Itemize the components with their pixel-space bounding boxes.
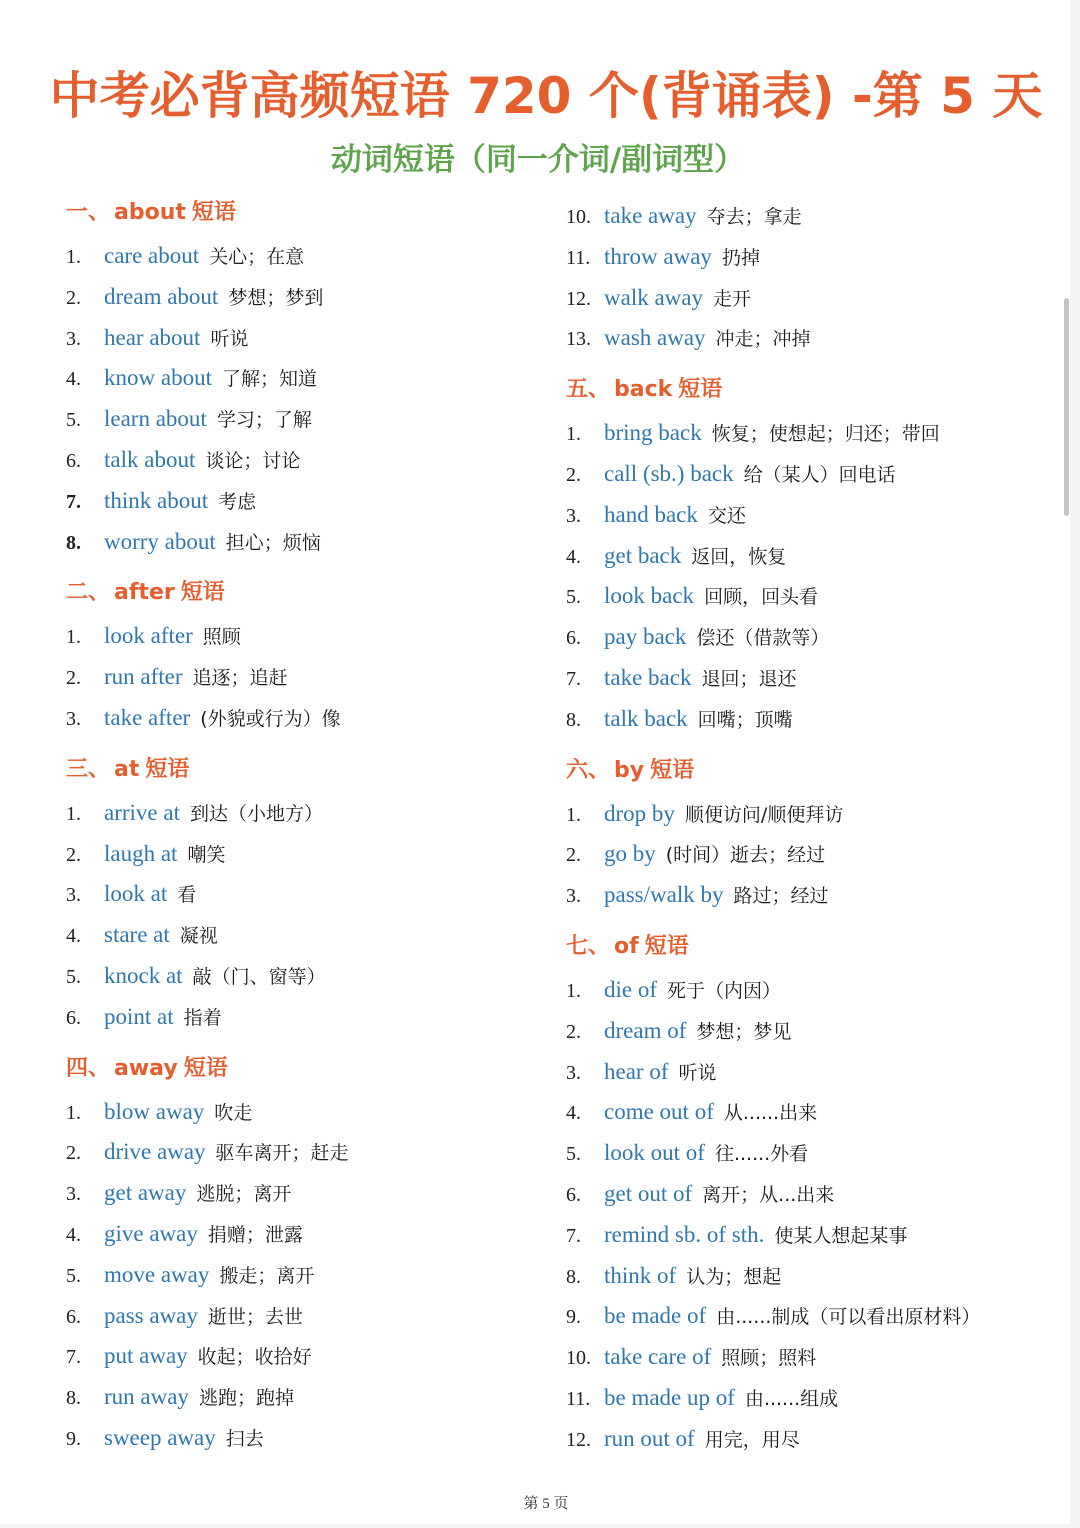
english-phrase: put away bbox=[104, 1343, 188, 1369]
chinese-meaning: 偿还（借款等） bbox=[696, 627, 830, 650]
phrase-item bbox=[566, 1133, 1036, 1174]
item-number: 13. bbox=[566, 328, 591, 351]
chinese-meaning: 往......外看 bbox=[714, 1143, 809, 1166]
chinese-meaning: 死于（内因） bbox=[667, 979, 782, 1002]
section-heading-prefix: 五、 bbox=[566, 377, 611, 403]
section-heading bbox=[566, 754, 1036, 788]
section-heading-keyword: at bbox=[114, 756, 140, 782]
page-number: 第 5 页 bbox=[523, 1496, 569, 1512]
phrase-item bbox=[566, 536, 1036, 577]
chinese-meaning: 认为；想起 bbox=[686, 1265, 782, 1288]
item-number: 1. bbox=[566, 803, 581, 826]
section-heading-suffix: 短语 bbox=[644, 933, 689, 959]
english-phrase: think about bbox=[104, 487, 209, 513]
phrase-item bbox=[66, 915, 536, 956]
item-number: 10. bbox=[566, 1347, 591, 1370]
english-phrase: run after bbox=[104, 664, 183, 690]
english-phrase: arrive at bbox=[104, 799, 180, 825]
item-number: 1. bbox=[566, 423, 581, 446]
phrase-item bbox=[566, 794, 1036, 835]
chinese-meaning: 逝世；去世 bbox=[207, 1305, 303, 1328]
item-number: 3. bbox=[66, 707, 81, 730]
item-number: 6. bbox=[66, 449, 81, 472]
chinese-meaning: 用完，用尽 bbox=[704, 1428, 800, 1451]
item-number: 2. bbox=[66, 1142, 81, 1165]
section-heading bbox=[66, 1052, 536, 1086]
english-phrase: bring back bbox=[604, 420, 702, 446]
item-number: 7. bbox=[66, 1346, 81, 1369]
chinese-meaning: 谈论；讨论 bbox=[205, 449, 301, 472]
section-heading-prefix: 六、 bbox=[566, 757, 611, 783]
phrase-item bbox=[566, 1296, 1036, 1337]
chinese-meaning: 逃脱；离开 bbox=[196, 1183, 292, 1206]
chinese-meaning: 驱车离开；赶走 bbox=[215, 1142, 349, 1165]
english-phrase: look after bbox=[104, 623, 193, 649]
english-phrase: blow away bbox=[104, 1098, 205, 1124]
chinese-meaning: 路过；经过 bbox=[733, 885, 829, 908]
english-phrase: take away bbox=[604, 203, 697, 228]
chinese-meaning: 凝视 bbox=[179, 925, 218, 948]
item-number: 8. bbox=[566, 708, 581, 731]
phrase-item bbox=[566, 237, 1036, 278]
english-phrase: remind sb. of sth. bbox=[604, 1221, 765, 1247]
item-number: 5. bbox=[66, 1264, 81, 1287]
item-number: 10. bbox=[566, 206, 591, 228]
phrase-item bbox=[66, 481, 536, 522]
item-number: 1. bbox=[566, 979, 581, 1002]
english-phrase: wash away bbox=[604, 325, 706, 351]
english-phrase: run out of bbox=[604, 1425, 695, 1451]
item-number: 4. bbox=[66, 368, 81, 391]
english-phrase: pass away bbox=[104, 1302, 198, 1328]
item-number: 5. bbox=[66, 965, 81, 988]
item-number: 9. bbox=[66, 1427, 81, 1450]
phrase-item bbox=[66, 956, 536, 997]
item-number: 2. bbox=[66, 843, 81, 866]
phrase-item bbox=[566, 196, 1036, 237]
english-phrase: take back bbox=[604, 664, 692, 690]
right-column bbox=[566, 196, 1036, 1460]
phrase-item bbox=[566, 1378, 1036, 1419]
phrase-item bbox=[566, 1256, 1036, 1297]
item-number: 6. bbox=[566, 627, 581, 650]
section-heading-keyword: back bbox=[614, 377, 673, 403]
section-heading bbox=[66, 196, 536, 230]
section-heading-prefix: 七、 bbox=[566, 933, 611, 959]
phrase-item bbox=[66, 440, 536, 481]
item-number: 1. bbox=[66, 802, 81, 825]
chinese-meaning: 回顾，回头看 bbox=[704, 586, 819, 609]
english-phrase: dream about bbox=[104, 283, 219, 309]
english-phrase: move away bbox=[104, 1261, 210, 1287]
english-phrase: sweep away bbox=[104, 1424, 216, 1450]
phrase-item bbox=[566, 875, 1036, 916]
phrase-item bbox=[566, 576, 1036, 617]
english-phrase: hear of bbox=[604, 1058, 669, 1084]
item-number: 3. bbox=[66, 327, 81, 350]
chinese-meaning: 走开 bbox=[713, 287, 752, 310]
chinese-meaning: 逃跑；跑掉 bbox=[198, 1387, 294, 1410]
section-heading-keyword: by bbox=[614, 757, 645, 783]
english-phrase: talk back bbox=[604, 705, 688, 731]
phrase-item bbox=[66, 277, 536, 318]
item-number: 5. bbox=[566, 1143, 581, 1166]
item-number: 6. bbox=[66, 1006, 81, 1029]
phrase-item bbox=[66, 793, 536, 834]
phrase-item bbox=[66, 1336, 536, 1377]
english-phrase: look back bbox=[604, 583, 695, 609]
english-phrase: get away bbox=[104, 1180, 187, 1206]
chinese-meaning: 返回，恢复 bbox=[691, 545, 787, 568]
phrase-item bbox=[66, 522, 536, 563]
phrase-item bbox=[566, 699, 1036, 740]
item-number: 3. bbox=[66, 884, 81, 907]
item-number: 1. bbox=[66, 246, 81, 268]
phrase-item bbox=[566, 970, 1036, 1011]
phrase-item bbox=[66, 1092, 536, 1133]
item-number: 9. bbox=[566, 1306, 581, 1329]
item-number: 7. bbox=[566, 1224, 581, 1247]
phrase-item bbox=[66, 874, 536, 915]
english-phrase: know about bbox=[104, 365, 212, 391]
phrase-item bbox=[566, 1419, 1036, 1460]
english-phrase: call (sb.) back bbox=[604, 460, 734, 486]
chinese-meaning: 从......出来 bbox=[723, 1102, 818, 1125]
chinese-meaning: 听说 bbox=[678, 1061, 717, 1084]
phrase-item bbox=[66, 1296, 536, 1337]
chinese-meaning: 由......组成 bbox=[744, 1387, 839, 1410]
english-phrase: drop by bbox=[604, 800, 675, 826]
chinese-meaning: 搬走；离开 bbox=[219, 1264, 315, 1287]
item-number: 4. bbox=[66, 925, 81, 948]
english-phrase: drive away bbox=[104, 1139, 206, 1165]
chinese-meaning: 使某人想起某事 bbox=[774, 1224, 908, 1247]
chinese-meaning: 吹走 bbox=[214, 1101, 253, 1124]
item-number: 1. bbox=[66, 626, 81, 649]
item-number: 6. bbox=[66, 1305, 81, 1328]
chinese-meaning: 扫去 bbox=[225, 1427, 264, 1450]
item-number: 7. bbox=[66, 490, 81, 513]
item-number: 5. bbox=[66, 409, 81, 432]
chinese-meaning: (时间）逝去；经过 bbox=[665, 844, 826, 867]
chinese-meaning: 看 bbox=[177, 884, 197, 907]
item-number: 4. bbox=[66, 1223, 81, 1246]
section-heading-suffix: 短语 bbox=[145, 756, 190, 782]
phrase-item bbox=[566, 617, 1036, 658]
english-phrase: run away bbox=[104, 1384, 189, 1410]
item-number: 12. bbox=[566, 1428, 591, 1451]
phrase-item bbox=[566, 1011, 1036, 1052]
chinese-meaning: 离开；从...出来 bbox=[702, 1183, 835, 1206]
english-phrase: take care of bbox=[604, 1344, 712, 1370]
english-phrase: pass/walk by bbox=[604, 882, 724, 908]
phrase-item bbox=[66, 616, 536, 657]
english-phrase: look at bbox=[104, 881, 168, 907]
english-phrase: think of bbox=[604, 1262, 677, 1288]
item-number: 6. bbox=[566, 1183, 581, 1206]
chinese-meaning: 了解；知道 bbox=[221, 368, 317, 391]
english-phrase: hear about bbox=[104, 324, 201, 350]
phrase-item bbox=[566, 1337, 1036, 1378]
english-phrase: laugh at bbox=[104, 840, 178, 866]
phrase-item bbox=[66, 698, 536, 739]
phrase-item bbox=[66, 997, 536, 1038]
section-heading-prefix: 三、 bbox=[66, 756, 111, 782]
english-phrase: give away bbox=[104, 1220, 198, 1246]
english-phrase: care about bbox=[104, 243, 200, 268]
chinese-meaning: 追逐；追赶 bbox=[192, 667, 288, 690]
english-phrase: come out of bbox=[604, 1099, 714, 1125]
section-heading-suffix: 短语 bbox=[191, 200, 236, 225]
section-heading bbox=[66, 576, 536, 610]
phrase-item bbox=[66, 318, 536, 359]
section-heading-suffix: 短语 bbox=[183, 1055, 228, 1081]
chinese-meaning: 恢复；使想起；归还；带回 bbox=[711, 423, 940, 446]
english-phrase: worry about bbox=[104, 528, 216, 554]
phrase-item bbox=[566, 1174, 1036, 1215]
section-heading bbox=[566, 930, 1036, 964]
english-phrase: learn about bbox=[104, 406, 207, 432]
section-heading bbox=[66, 753, 536, 787]
chinese-meaning: 听说 bbox=[210, 327, 249, 350]
item-number: 5. bbox=[566, 586, 581, 609]
item-number: 12. bbox=[566, 287, 591, 310]
item-number: 3. bbox=[566, 504, 581, 527]
phrase-item bbox=[66, 399, 536, 440]
chinese-meaning: 交还 bbox=[707, 504, 746, 527]
chinese-meaning: 指着 bbox=[183, 1006, 222, 1029]
phrase-item bbox=[66, 358, 536, 399]
english-phrase: be made of bbox=[604, 1303, 707, 1329]
chinese-meaning: 关心；在意 bbox=[209, 246, 305, 268]
english-phrase: point at bbox=[104, 1003, 174, 1029]
chinese-meaning: (外貌或行为）像 bbox=[200, 707, 341, 730]
item-number: 2. bbox=[566, 1020, 581, 1043]
english-phrase: get back bbox=[604, 542, 682, 568]
section-heading-suffix: 短语 bbox=[650, 757, 695, 783]
item-number: 1. bbox=[66, 1101, 81, 1124]
chinese-meaning: 梦想；梦到 bbox=[228, 286, 324, 309]
item-number: 8. bbox=[566, 1265, 581, 1288]
phrase-item bbox=[66, 1377, 536, 1418]
chinese-meaning: 回嘴；顶嘴 bbox=[697, 708, 793, 731]
english-phrase: walk away bbox=[604, 284, 703, 310]
section-heading-prefix: 四、 bbox=[66, 1055, 111, 1081]
phrase-item bbox=[66, 1255, 536, 1296]
item-number: 2. bbox=[66, 286, 81, 309]
section-heading bbox=[566, 373, 1036, 407]
chinese-meaning: 嘲笑 bbox=[187, 843, 226, 866]
chinese-meaning: 夺去；拿走 bbox=[706, 206, 802, 228]
english-phrase: throw away bbox=[604, 243, 712, 269]
item-number: 2. bbox=[566, 844, 581, 867]
section-heading-keyword: of bbox=[614, 933, 639, 959]
chinese-meaning: 收起；收拾好 bbox=[197, 1346, 312, 1369]
chinese-meaning: 扔掉 bbox=[721, 246, 760, 269]
section-heading-keyword: about bbox=[114, 200, 186, 225]
chinese-meaning: 退回；退还 bbox=[701, 667, 797, 690]
item-number: 7. bbox=[566, 667, 581, 690]
phrase-item bbox=[566, 1092, 1036, 1133]
page-subtitle: 动词短语（同一介词/副词型） bbox=[330, 142, 746, 178]
english-phrase: be made up of bbox=[604, 1384, 735, 1410]
item-number: 4. bbox=[566, 1102, 581, 1125]
chinese-meaning: 顺便访问/顺便拜访 bbox=[684, 803, 844, 826]
scrollbar[interactable] bbox=[1064, 298, 1069, 516]
chinese-meaning: 学习；了解 bbox=[216, 409, 312, 432]
chinese-meaning: 梦想；梦见 bbox=[696, 1020, 792, 1043]
chinese-meaning: 给（某人）回电话 bbox=[743, 463, 896, 486]
phrase-item bbox=[66, 1214, 536, 1255]
english-phrase: look out of bbox=[604, 1140, 705, 1166]
phrase-item bbox=[566, 278, 1036, 319]
english-phrase: pay back bbox=[604, 624, 687, 650]
item-number: 2. bbox=[566, 463, 581, 486]
phrase-item bbox=[566, 495, 1036, 536]
english-phrase: go by bbox=[604, 841, 656, 867]
item-number: 3. bbox=[566, 885, 581, 908]
phrase-item bbox=[66, 236, 536, 277]
chinese-meaning: 考虑 bbox=[218, 490, 257, 513]
page-title: 中考必背高频短语 720 个(背诵表) -第 5 天 bbox=[49, 67, 1043, 125]
english-phrase: talk about bbox=[104, 446, 196, 472]
phrase-item bbox=[566, 1215, 1036, 1256]
english-phrase: stare at bbox=[104, 922, 170, 948]
chinese-meaning: 敲（门、窗等） bbox=[192, 965, 326, 988]
item-number: 2. bbox=[66, 667, 81, 690]
chinese-meaning: 照顾 bbox=[202, 626, 241, 649]
chinese-meaning: 到达（小地方） bbox=[189, 802, 323, 825]
item-number: 8. bbox=[66, 1387, 81, 1410]
english-phrase: knock at bbox=[104, 962, 183, 988]
left-column bbox=[66, 196, 536, 1459]
chinese-meaning: 由......制成（可以看出原材料） bbox=[716, 1306, 981, 1329]
section-heading-suffix: 短语 bbox=[678, 377, 723, 403]
section-heading-suffix: 短语 bbox=[180, 580, 225, 606]
english-phrase: dream of bbox=[604, 1017, 687, 1043]
item-number: 11. bbox=[566, 1387, 591, 1410]
section-heading-keyword: away bbox=[114, 1055, 178, 1081]
phrase-item bbox=[66, 1132, 536, 1173]
phrase-item bbox=[66, 1173, 536, 1214]
phrase-item bbox=[66, 834, 536, 875]
chinese-meaning: 照顾；照料 bbox=[721, 1347, 817, 1370]
english-phrase: take after bbox=[104, 704, 191, 730]
english-phrase: hand back bbox=[604, 501, 698, 527]
phrase-item bbox=[566, 834, 1036, 875]
section-heading-keyword: after bbox=[114, 580, 175, 606]
chinese-meaning: 捐赠；泄露 bbox=[207, 1223, 303, 1246]
chinese-meaning: 冲走；冲掉 bbox=[715, 328, 811, 351]
item-number: 3. bbox=[566, 1061, 581, 1084]
phrase-item bbox=[566, 658, 1036, 699]
section-heading-prefix: 二、 bbox=[66, 580, 111, 606]
phrase-item bbox=[66, 657, 536, 698]
item-number: 3. bbox=[66, 1183, 81, 1206]
english-phrase: get out of bbox=[604, 1180, 693, 1206]
item-number: 4. bbox=[566, 545, 581, 568]
item-number: 11. bbox=[566, 246, 591, 269]
item-number: 8. bbox=[66, 531, 81, 554]
phrase-item bbox=[566, 1052, 1036, 1093]
phrase-item bbox=[566, 318, 1036, 359]
phrase-item bbox=[566, 413, 1036, 454]
section-heading-prefix: 一、 bbox=[66, 200, 111, 225]
phrase-item bbox=[66, 1418, 536, 1459]
chinese-meaning: 担心；烦恼 bbox=[225, 531, 321, 554]
phrase-item bbox=[566, 454, 1036, 495]
english-phrase: die of bbox=[604, 976, 658, 1002]
